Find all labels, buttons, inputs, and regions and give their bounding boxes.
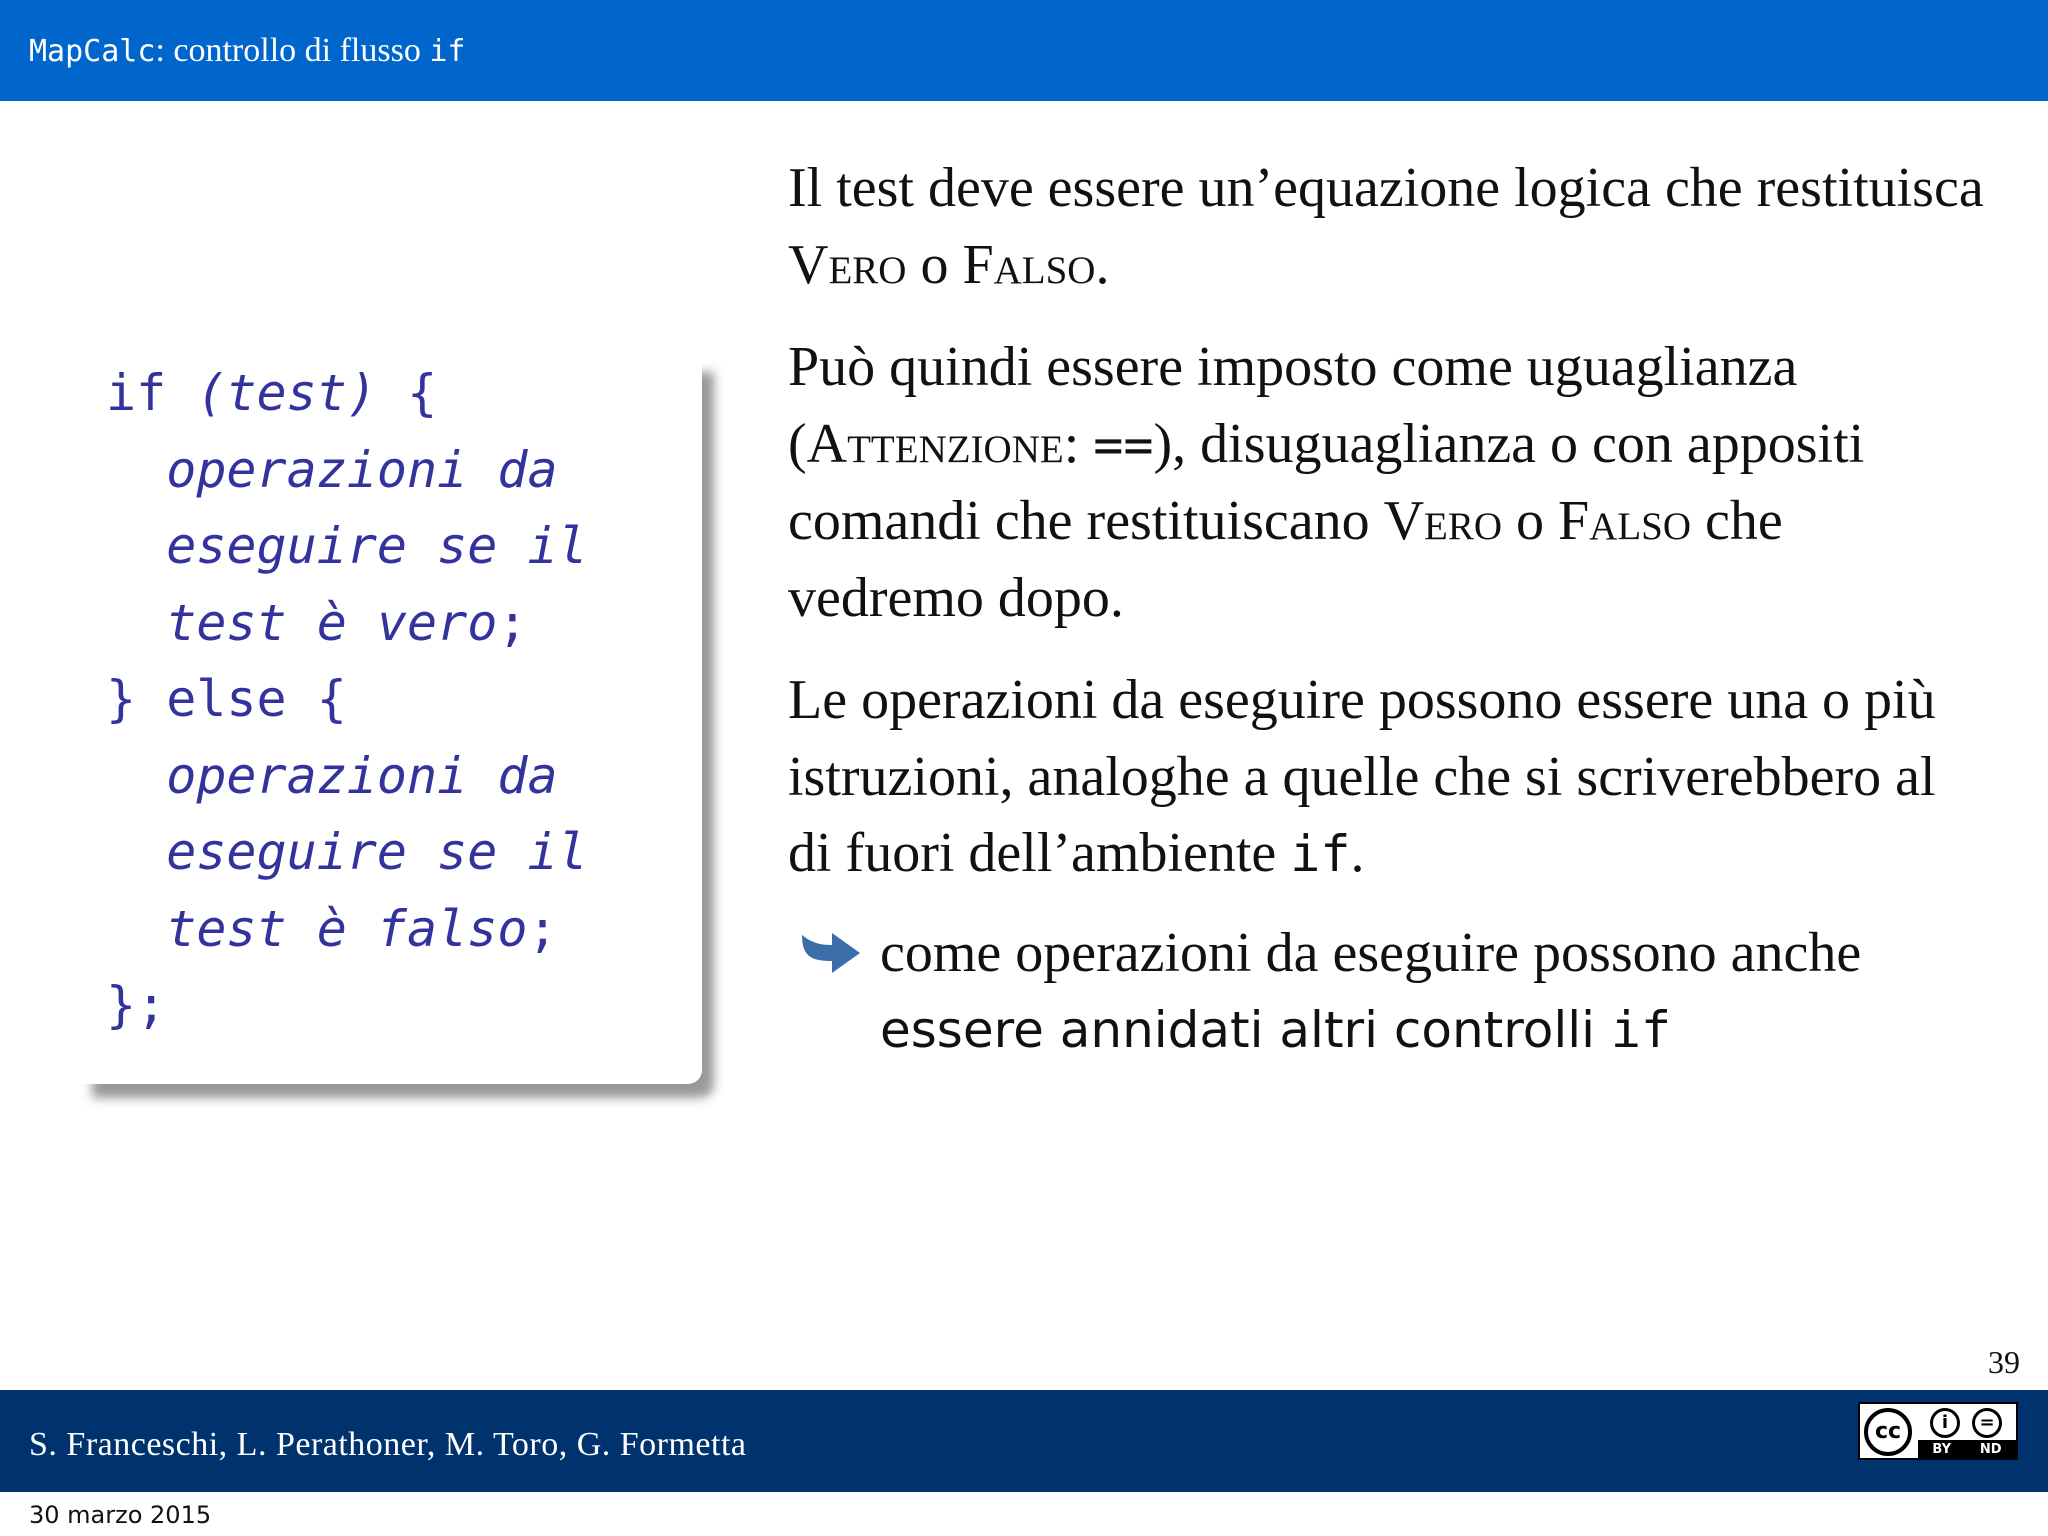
code-brace: { bbox=[407, 364, 438, 422]
code-line: eseguire se il bbox=[166, 823, 588, 881]
code-line: test è falso bbox=[166, 899, 528, 958]
footer-date: 30 marzo 2015 bbox=[29, 1501, 212, 1529]
code-else: } else { bbox=[106, 670, 347, 728]
license-nd: ND bbox=[1979, 1441, 2002, 1457]
code-line: test è vero bbox=[166, 593, 498, 652]
no-derivatives-icon: = bbox=[1972, 1408, 2002, 1438]
text: Può quindi essere imposto come uguaglianza ( bbox=[788, 336, 1798, 475]
bullet-item bbox=[788, 915, 1988, 1069]
slide-title bbox=[29, 32, 465, 70]
slide-body bbox=[788, 150, 1988, 1069]
title-code-if: if bbox=[429, 34, 466, 69]
code-line: operazioni da bbox=[166, 440, 558, 499]
license-by: BY bbox=[1932, 1441, 1952, 1457]
vero-term: Vero bbox=[1383, 490, 1503, 552]
code-semicolon: ; bbox=[527, 899, 558, 958]
falso-term: Falso bbox=[1558, 490, 1692, 552]
text: che vedremo dopo. bbox=[788, 490, 1783, 629]
title-code: MapCalc bbox=[29, 34, 156, 69]
page-number: 39 bbox=[1988, 1344, 2020, 1380]
if-keyword: if bbox=[1610, 1001, 1672, 1059]
if-keyword: if bbox=[1290, 825, 1351, 883]
paragraph-operazioni bbox=[788, 662, 1988, 893]
slide-footer bbox=[0, 1390, 2048, 1492]
code-test: (test) bbox=[196, 364, 377, 422]
vero-term: Vero bbox=[788, 233, 907, 296]
code-keyword-if: if bbox=[106, 364, 167, 422]
paragraph-test bbox=[788, 150, 1988, 303]
falso-term: Falso bbox=[962, 233, 1096, 296]
text: Le operazioni da eseguire possono essere una o più istruzioni, analoghe a quelle che si scriverebbero al di fuori dell’ambiente bbox=[788, 669, 1936, 884]
equality-operator: == bbox=[1093, 415, 1154, 474]
cc-license-badge bbox=[1858, 1402, 2018, 1460]
paragraph-uguaglianza bbox=[788, 329, 1988, 636]
slide-header bbox=[0, 0, 2048, 101]
text: ), disuguaglianza o con appositi comandi che restituiscano bbox=[788, 412, 1865, 552]
text: o bbox=[1502, 490, 1559, 552]
code-line: eseguire se il bbox=[166, 517, 588, 575]
code-semicolon: ; bbox=[497, 593, 528, 652]
text: o bbox=[906, 233, 963, 296]
attribution-icon: i bbox=[1930, 1408, 1960, 1438]
text: : bbox=[1063, 412, 1094, 475]
code-line: operazioni da bbox=[166, 746, 558, 805]
code-block bbox=[106, 355, 588, 1044]
text: come operazioni da eseguire possono anche bbox=[880, 921, 1862, 984]
text-sans: essere annidati altri controlli bbox=[880, 1001, 1611, 1059]
footer-authors: S. Franceschi, L. Perathoner, M. Toro, G. Formetta bbox=[29, 1426, 747, 1463]
text: . bbox=[1350, 822, 1365, 884]
text: . bbox=[1095, 233, 1110, 296]
text: Il test deve essere un’equazione logica che restituisca bbox=[788, 157, 1984, 219]
cc-icon: cc bbox=[1864, 1408, 1912, 1456]
license-strip bbox=[1918, 1440, 2016, 1458]
attenzione-term: Attenzione bbox=[806, 412, 1064, 475]
code-close: }; bbox=[106, 976, 167, 1034]
arrow-bullet-icon bbox=[798, 927, 864, 977]
title-text: : controllo di flusso bbox=[155, 32, 430, 69]
